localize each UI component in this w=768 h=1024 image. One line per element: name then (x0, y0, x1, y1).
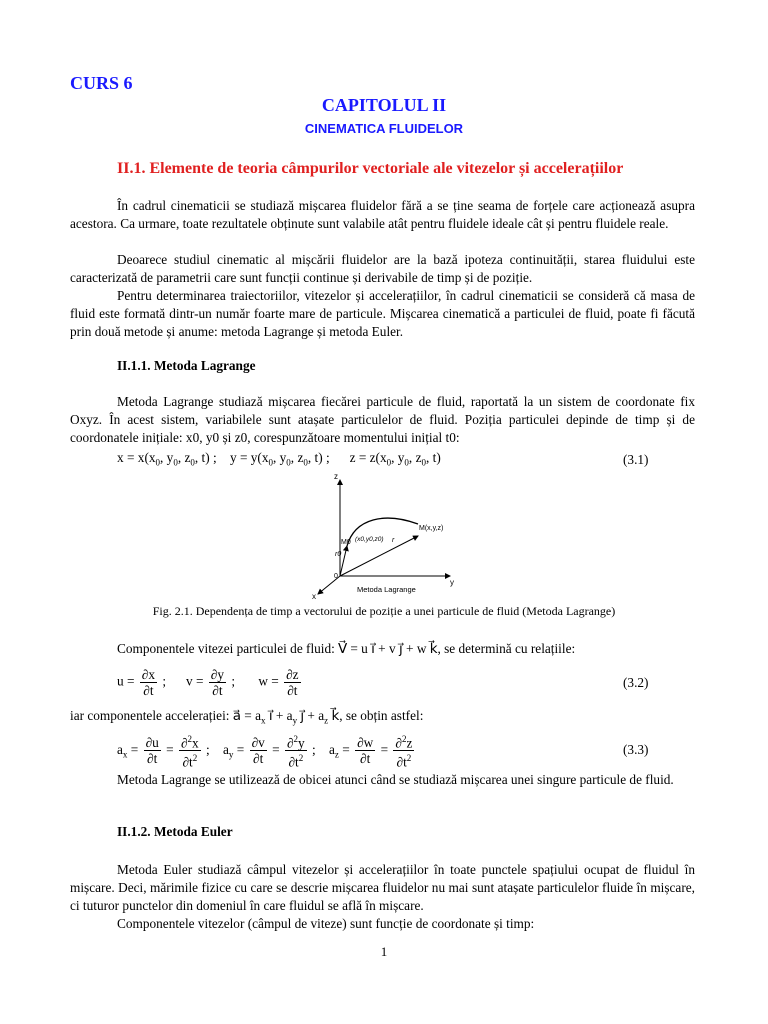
euler-paragraph-2: Componentele vitezelor (câmpul de viteze) sunt funcție de coordonate și timp: (117, 916, 535, 931)
lagrange-heading: II.1.1. Metoda Lagrange (117, 358, 256, 373)
intro-paragraph-2: Deoarece studiul cinematic al mișcării fluidelor are la bază ipoteza continuității, starea fluidului este caracterizată de parametrii care sunt funcții continue și derivabile de timp și de poziție. (70, 252, 695, 285)
velocity-tail: , se determină cu relațiile: (437, 641, 576, 656)
euler-heading: II.1.2. Metoda Euler (117, 824, 233, 839)
chapter-subtitle: CINEMATICA FLUIDELOR (304, 121, 464, 136)
equation-number-3-3: (3.3) (623, 742, 649, 757)
figure-caption: Fig. 2.1. Dependența de timp a vectorului de poziție a unei particule de fluid (Metoda Lagrange) (152, 604, 616, 618)
axis-x-label: x (312, 592, 316, 600)
equation-3-1: $x = x(x_0$, $y_0$, $z_0$, t) ; $y = y(x_0$, $y_0$, $z_0$, t) ; $z = z(x_0$, $y_0$, $z_0$, t) (117, 450, 441, 468)
section-title: II.1. Elemente de teoria câmpurilor vectoriale ale vitezelor și accelerațiilor (117, 160, 624, 177)
intro-paragraph-1: În cadrul cinematicii se studiază mișcarea fluidelor fără a se ține seama de forțele care acționează asupra acestora. Ca urmare, toate rezultatele obținute sunt valabile atât pentru fluidele ideale cât și pentru fluidele reale. (70, 198, 695, 231)
velocity-intro: Componentele vitezei particulei de fluid: (117, 641, 335, 656)
lagrange-closing: Metoda Lagrange se utilizează de obicei atunci când se studiază mișcarea unei singure particule de fluid. (117, 772, 674, 787)
figure-label: Metoda Lagrange (357, 585, 416, 594)
point-m-label: M(x,y,z) (419, 525, 444, 532)
euler-paragraph-1: Metoda Euler studiază câmpul vitezelor și accelerațiilor în toate punctele spațiului ocupat de fluidul în mișcare. Deci, mărimile fizice cu care se descrie mișcarea fluidelor nu mai sunt atașate particulelor fluide în mișcare, ci tuturor punctelor din domeniul în care fluidul se află în mișcare. (70, 862, 695, 913)
equation-3-2: u = $\frac{\partial x}{\partial t}$ ; v = $\frac{\partial y}{\partial t}$ ; w = $\frac{\partial z}{\partial t}$ (117, 667, 299, 698)
page-number: 1 (380, 944, 388, 959)
velocity-line: Componentele vitezei particulei de fluid: V⃗ = u i⃗ + v j⃗ + w k⃗, se determină cu relațiile: (117, 641, 576, 656)
vector-r-label: r (392, 537, 395, 544)
axis-z-label: z (334, 472, 338, 481)
lagrange-figure (300, 468, 480, 600)
point-m0-coords: (x0,y0,z0) (355, 536, 384, 543)
vector-r0-label: r0 (335, 551, 342, 558)
equation-number-3-1: (3.1) (623, 452, 649, 467)
origin-label: 0 (334, 573, 338, 580)
point-m0-label: M0 (341, 539, 351, 546)
lagrange-paragraph: Metoda Lagrange studiază mișcarea fiecărei particule de fluid, raportată la un sistem de coordonate fix Oxyz. În acest sistem, variabilele sunt atașate particulelor de fluid. Poziția particulei depinde de timp și de coordonatele inițiale: x0, y0 și z0, corespunzătoare momentului inițial t0: (70, 394, 695, 445)
equation-3-3: $a_x$ = $\frac{\partial u}{\partial t}$ = $\frac{\partial^2x}{\partial t^2}$ ; $a_y$ = $\frac{\partial v}{\partial t}$ = $\frac{\partial^2y}{\partial t^2}$ ; $a_z$ = $\frac{\partial w}{\partial t}$ = $\frac{\partial^2z}{\partial t^2}$ (117, 734, 413, 770)
acceleration-line: iar componentele accelerației: a⃗ = $a_x$ i⃗ + $a_y$ j⃗ + $a_z$ k⃗, se obțin astfel: (70, 708, 424, 726)
equation-number-3-2: (3.2) (623, 675, 649, 690)
acceleration-intro: iar componentele accelerației: (70, 708, 230, 723)
acceleration-tail: , se obțin astfel: (339, 708, 424, 723)
curs-label: CURS 6 (70, 73, 133, 93)
axis-y-label: y (450, 578, 454, 587)
chapter-title: CAPITOLUL II (321, 95, 447, 115)
intro-paragraph-3: Pentru determinarea traiectoriilor, vitezelor și accelerațiilor, în cadrul cinematicii se consideră că masa de fluid este formată dintr-un număr foarte mare de particule. Mișcarea cinematică a particulei de fluid, poate fi făcută prin două metode și anume: metoda Lagrange și metoda Euler. (70, 288, 695, 339)
